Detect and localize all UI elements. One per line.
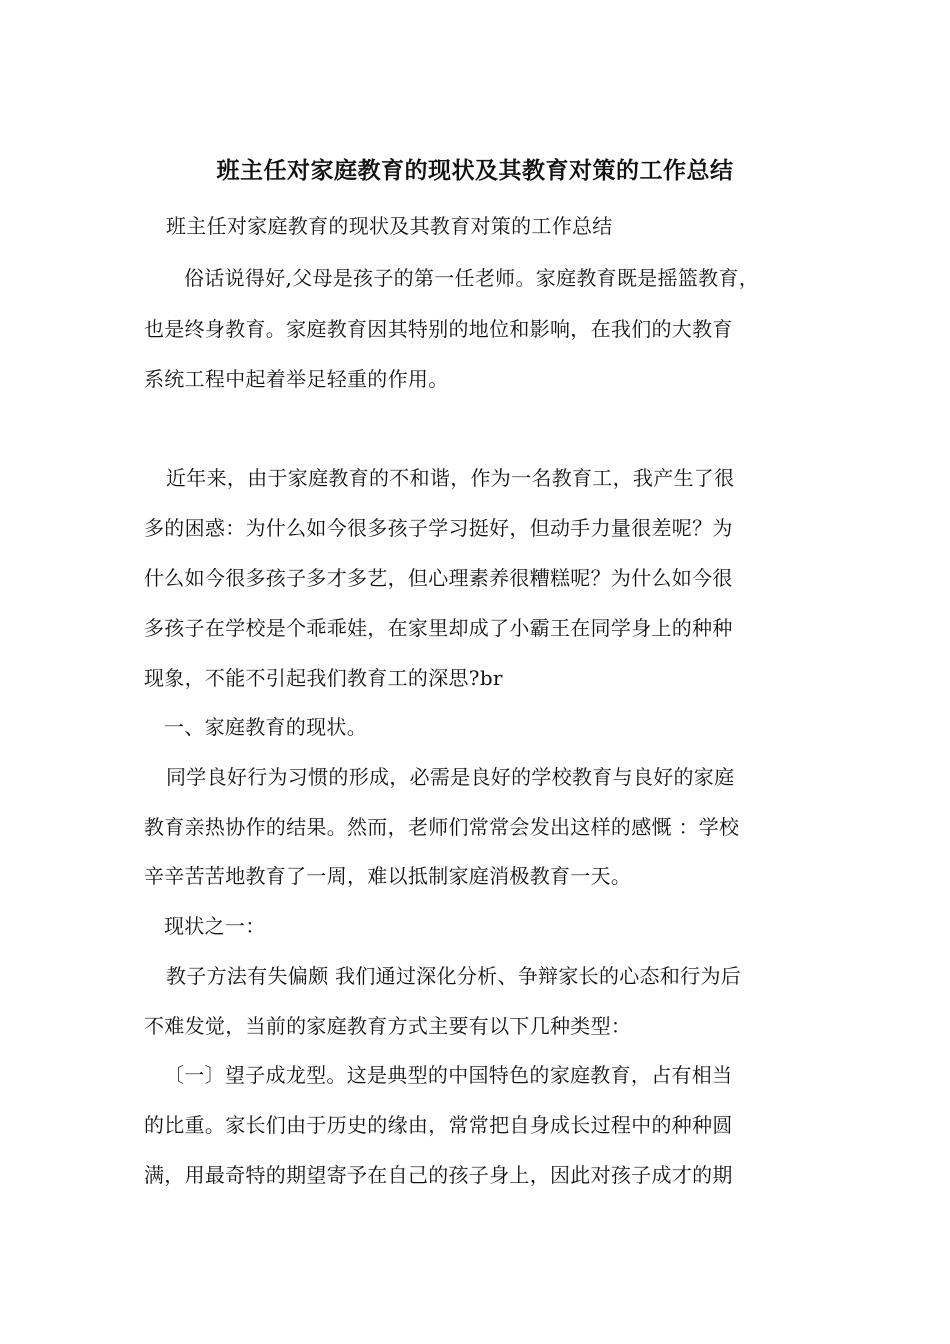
paragraph-line: 多孩子在学校是个乖乖娃，在家里却成了小霸王在同学身上的种种 [144, 616, 733, 640]
paragraph-line: 系统工程中起着举足轻重的作用。 [144, 367, 449, 391]
document-subtitle: 班主任对家庭教育的现状及其教育对策的工作总结 [166, 214, 613, 238]
section-heading: 一、家庭教育的现状。 [164, 715, 367, 739]
document-title: 班主任对家庭教育的现状及其教育对策的工作总结 [216, 157, 734, 184]
paragraph-line: 什么如今很多孩子多才多艺，但心理素养很糟糕呢？为什么如今很 [144, 566, 733, 590]
paragraph-line: 同学良好行为习惯的形成，必需是良好的学校教育与良好的家庭 [166, 765, 735, 789]
subsection-heading: 现状之一： [164, 914, 266, 938]
paragraph-line: 俗话说得好,父母是孩子的第一任老师。家庭教育既是摇篮教育， [184, 266, 760, 290]
paragraph-line: 满，用最奇特的期望寄予在自己的孩子身上，因此对孩子成才的期 [144, 1163, 733, 1187]
paragraph-line: 教子方法有失偏颇 我们通过深化分析、争辩家长的心态和行为后 [166, 964, 742, 988]
paragraph-line: 近年来，由于家庭教育的不和谐，作为一名教育工，我产生了很 [166, 466, 735, 490]
paragraph-line: 教育亲热协作的结果。然而，老师们常常会发出这样的感慨 ：学校 [144, 815, 740, 839]
paragraph-line: 也是终身教育。家庭教育因其特别的地位和影响，在我们的大教育 [144, 317, 733, 341]
paragraph-line: 〔一〕望子成龙型。这是典型的中国特色的家庭教育，占有相当 [164, 1063, 733, 1087]
paragraph-line: 不难发觉，当前的家庭教育方式主要有以下几种类型： [144, 1014, 632, 1038]
paragraph-line: 现象，不能不引起我们教育工的深思?br [144, 666, 503, 690]
paragraph-line: 多的困惑：为什么如今很多孩子学习挺好，但动手力量很差呢？为 [144, 516, 733, 540]
paragraph-line: 的比重。家长们由于历史的缘由，常常把自身成长过程中的种种圆 [144, 1113, 733, 1137]
paragraph-line: 辛辛苦苦地教育了一周，难以抵制家庭消极教育一天。 [144, 864, 632, 888]
